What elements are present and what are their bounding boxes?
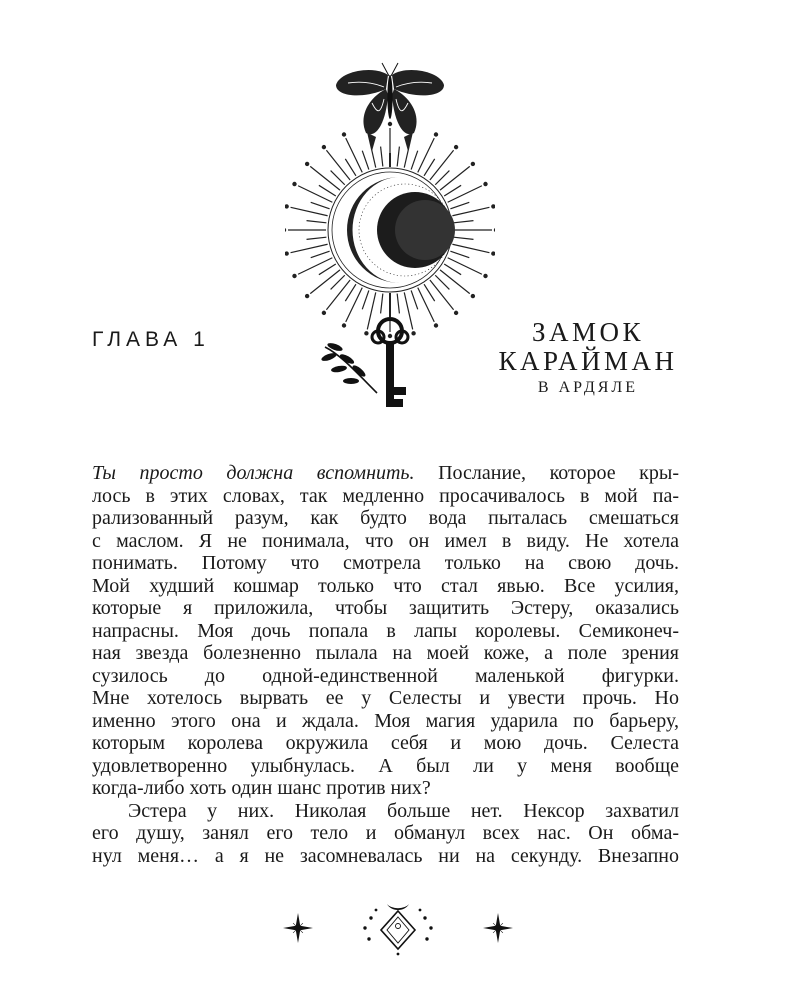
- line-text: напрасны. Моя дочь попала в лапы королевы. Семиконеч-: [92, 619, 679, 642]
- chapter-heading: [468, 318, 708, 399]
- text-line: [92, 620, 679, 643]
- text-line: [92, 597, 679, 620]
- text-line: [92, 710, 679, 733]
- line-text: понимать. Потому что смотрела только на свою дочь.: [92, 552, 679, 574]
- line-text: с маслом. Я не понимала, что он имел в виду. Не хотела: [92, 529, 679, 552]
- line-text: именно этого она и ждала. Моя магия ударила по барьеру,: [92, 709, 679, 732]
- body-text: [92, 462, 679, 867]
- fern-leaf-icon: [320, 341, 377, 393]
- line-text: Мой худший кошмар только что стал явью. Все усилия,: [92, 574, 679, 597]
- italic-phrase: Ты просто должна вспомнить.: [92, 462, 415, 484]
- line-text: его душу, занял его тело и обманул всех нас. Он обма-: [92, 822, 679, 844]
- text-line: [92, 575, 679, 598]
- text-line: [92, 642, 679, 665]
- chapter-title-line: КАРАЙМАН: [498, 346, 678, 376]
- text-line: [92, 507, 679, 530]
- key-icon: [372, 319, 408, 407]
- text-line: [92, 530, 679, 553]
- line-text: удовлетворенно улыбнулась. А был ли у меня вообще: [92, 754, 679, 777]
- text-line: [92, 845, 679, 868]
- line-text: когда-либо хоть один шанс против них?: [92, 777, 431, 799]
- footer-ornament: [278, 896, 518, 963]
- chapter-title-line: ЗАМОК: [531, 317, 645, 347]
- line-text: лось в этих словах, так медленно просачивалось в мой па-: [92, 484, 679, 507]
- text-line: [92, 485, 679, 508]
- line-text: которые я приложила, чтобы защитить Эстеру, оказались: [92, 597, 679, 619]
- text-line: [92, 687, 679, 710]
- text-line: [92, 732, 679, 755]
- text-line: [92, 462, 679, 485]
- line-text: Эстера у них. Николая больше нет. Нексор захватил: [128, 799, 679, 822]
- sparkle-star-icon: [283, 913, 313, 943]
- line-text: ная звезда болезненно пылала на моей коже, а поле зрения: [92, 642, 679, 664]
- chapter-subtitle: В АРДЯЛЕ: [537, 379, 639, 396]
- text-line: [92, 665, 679, 688]
- line-text: рализованный разум, как будто вода пыталась смешаться: [92, 507, 679, 529]
- chapter-label: ГЛАВА 1: [92, 328, 210, 351]
- text-line: [92, 800, 679, 823]
- text-line: [92, 755, 679, 778]
- sparkle-star-icon: [483, 913, 513, 943]
- text-line: [92, 777, 679, 800]
- line-text: Послание, которое кры-: [414, 462, 679, 484]
- line-text: Мне хотелось вырвать ее у Селесты и увести прочь. Но: [92, 687, 679, 709]
- chapter-emblem: [285, 55, 495, 420]
- line-text: сузилось до одной-единственной маленькой фигурки.: [92, 664, 679, 687]
- moon-diamond-ornament-icon: [363, 904, 432, 955]
- line-text: которым королева окружила себя и мою дочь. Селеста: [92, 732, 679, 754]
- line-text: нул меня… а я не засомневалась ни на секунду. Внезапно: [92, 844, 679, 867]
- text-line: [92, 822, 679, 845]
- text-line: [92, 552, 679, 575]
